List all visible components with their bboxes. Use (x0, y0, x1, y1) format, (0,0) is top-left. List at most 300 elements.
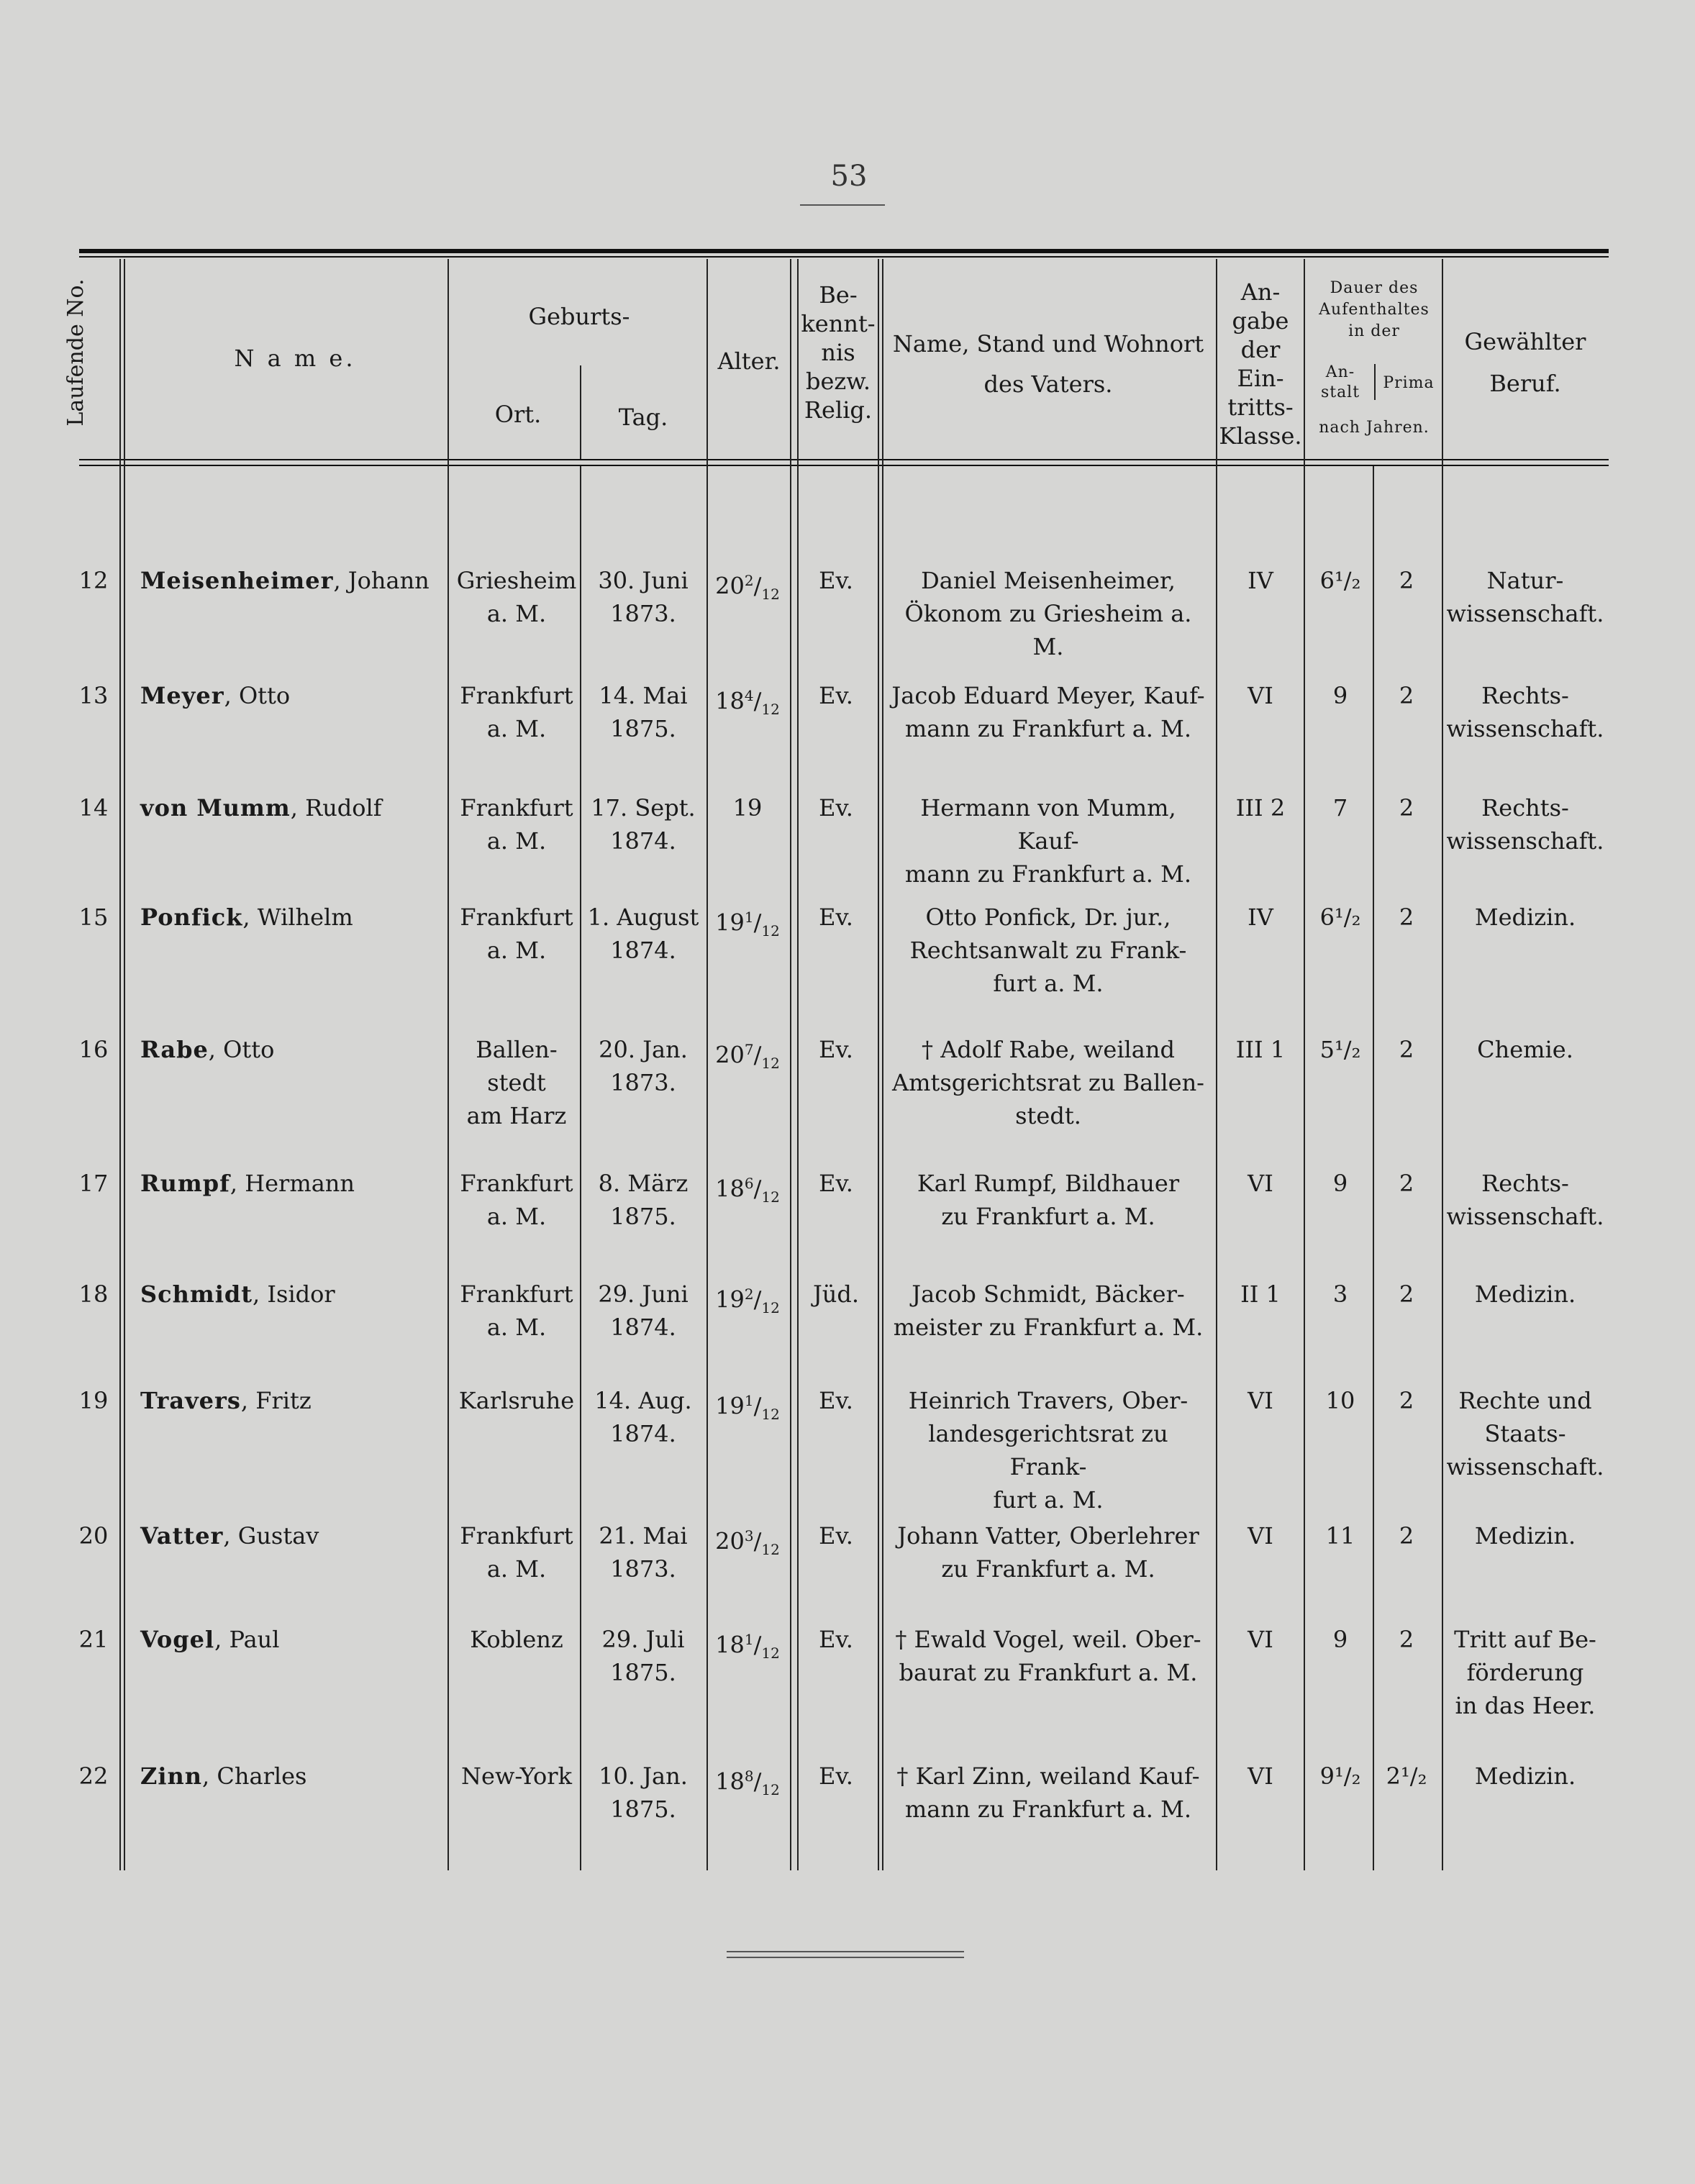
age-years: 18 (715, 1175, 745, 1203)
age-fraction-num: 3 (744, 1527, 754, 1544)
birth-date (584, 564, 702, 630)
age-fraction-slash: / (753, 1286, 762, 1314)
vater-line: Amtsgerichtsrat zu Ballen- (892, 1069, 1204, 1096)
student-surname: von Mumm (140, 794, 291, 822)
religion: Jüd. (812, 1280, 860, 1308)
father-info (886, 1760, 1210, 1826)
header-klasse-line: Ein- (1237, 365, 1284, 392)
vater-line: † Ewald Vogel, weil. Ober- (895, 1626, 1201, 1653)
header-klasse-line: der (1240, 336, 1281, 363)
header-bekenntnis (800, 281, 876, 424)
vater-line: Ökonom zu Griesheim a. M. (904, 600, 1192, 660)
student-firstname: , Fritz (240, 1387, 312, 1414)
vater-line: furt a. M. (993, 970, 1104, 997)
student-surname: Rabe (140, 1036, 209, 1063)
student-name (140, 1760, 442, 1793)
age-fraction-den: 12 (761, 586, 780, 604)
vater-line: landesgerichtsrat zu Frank- (928, 1420, 1168, 1480)
ort-line: a. M. (486, 1203, 547, 1230)
years-in-prima: 2 (1399, 1626, 1414, 1653)
father-info (886, 1033, 1210, 1132)
father-info (886, 791, 1210, 891)
student-name (140, 1384, 442, 1417)
header-rule-1 (79, 459, 1609, 460)
years-in-prima: 2 (1399, 1280, 1414, 1308)
age-fraction-num: 4 (744, 687, 754, 704)
years-at-school: 9¹/₂ (1319, 1762, 1361, 1790)
header-vater-line: Name, Stand und Wohnort (892, 330, 1204, 358)
beruf-line: förderung (1466, 1659, 1584, 1686)
birth-date (584, 679, 702, 745)
ort-line: am Harz (466, 1102, 567, 1129)
ort-line: Frankfurt (460, 904, 573, 931)
student-firstname: , Rudolf (290, 794, 382, 822)
birth-place (452, 1033, 581, 1132)
tag-line: 10. Jan. (599, 1762, 688, 1790)
chosen-profession (1446, 1760, 1604, 1793)
years-in-prima: 2 (1399, 1387, 1414, 1414)
page-number: 53 (830, 160, 868, 193)
beruf-line: Rechts- (1481, 1170, 1569, 1197)
vater-line: Jacob Schmidt, Bäcker- (912, 1280, 1185, 1308)
birth-place (452, 1760, 581, 1793)
entry-class: IV (1248, 904, 1273, 931)
chosen-profession (1446, 1623, 1604, 1722)
age-fraction-slash: / (753, 1527, 762, 1555)
col-line-alter (790, 259, 791, 1870)
vater-line: zu Frankfurt a. M. (941, 1555, 1155, 1583)
vater-line: zu Frankfurt a. M. (941, 1203, 1155, 1230)
student-surname: Meisenheimer (140, 567, 334, 594)
age (708, 679, 787, 726)
bottom-rule-2 (727, 1957, 964, 1958)
tag-line: 1875. (610, 715, 676, 742)
ort-line: New-York (461, 1762, 572, 1790)
age (708, 1760, 787, 1806)
page-number-rule (800, 204, 885, 206)
birth-date (584, 791, 702, 857)
beruf-line: Tritt auf Be- (1454, 1626, 1596, 1653)
row-number: 22 (78, 1762, 109, 1790)
vater-line: stedt. (1015, 1102, 1081, 1129)
years-at-school: 9 (1332, 1626, 1348, 1653)
col-line-no-2 (124, 259, 125, 1870)
birth-place (452, 564, 581, 630)
birth-date (584, 901, 702, 967)
ort-line: Frankfurt (460, 1280, 573, 1308)
age-fraction-slash: / (753, 1392, 762, 1420)
col-line-no (119, 259, 121, 1870)
header-dauer (1308, 278, 1440, 342)
age-fraction-slash: / (753, 1631, 762, 1659)
age-fraction-num: 6 (744, 1175, 754, 1192)
header-laufende-no: Laufende No. (63, 278, 88, 427)
header-anstalt (1309, 363, 1371, 403)
chosen-profession (1446, 1384, 1604, 1483)
row-number: 20 (78, 1522, 109, 1550)
entry-class: II 1 (1240, 1280, 1281, 1308)
header-ort: Ort. (494, 401, 542, 428)
ort-line: a. M. (486, 600, 547, 627)
header-beruf-line: Beruf. (1489, 370, 1561, 397)
vater-line: Otto Ponfick, Dr. jur., (925, 904, 1171, 931)
vater-line: baurat zu Frankfurt a. M. (899, 1659, 1198, 1686)
vater-line: † Karl Zinn, weiland Kauf- (896, 1762, 1200, 1790)
student-name (140, 564, 442, 597)
birth-date (584, 1033, 702, 1099)
birth-date (584, 1384, 702, 1450)
header-dauer-line: in der (1348, 322, 1400, 340)
vater-line: mann zu Frankfurt a. M. (904, 1796, 1192, 1823)
student-firstname: , Hermann (230, 1170, 355, 1197)
age-fraction-den: 12 (761, 1055, 780, 1073)
header-klasse-line: Klasse. (1219, 422, 1302, 450)
chosen-profession (1446, 564, 1604, 630)
entry-class: VI (1248, 1762, 1273, 1790)
student-firstname: , Otto (208, 1036, 275, 1063)
birth-date (584, 1167, 702, 1233)
header-nach-jahren: nach Jahren. (1319, 419, 1430, 437)
chosen-profession (1446, 1519, 1604, 1552)
father-info (886, 679, 1210, 745)
age-fraction-slash: / (753, 687, 762, 715)
years-in-prima: 2¹/₂ (1386, 1762, 1427, 1790)
beruf-line: in das Heer. (1455, 1692, 1596, 1719)
religion: Ev. (819, 794, 853, 822)
tag-line: 1874. (610, 1314, 676, 1341)
age-fraction-den: 12 (761, 1541, 780, 1559)
student-surname: Ponfick (140, 904, 243, 931)
age-fraction-den: 12 (761, 1644, 780, 1662)
religion: Ev. (819, 1762, 853, 1790)
chosen-profession (1446, 679, 1604, 745)
age-fraction-slash: / (753, 1767, 762, 1796)
years-at-school: 5¹/₂ (1319, 1036, 1361, 1063)
tag-line: 29. Juni (598, 1280, 689, 1308)
chosen-profession (1446, 901, 1604, 934)
header-bekenntnis-line: bezw. (805, 368, 871, 395)
ort-line: a. M. (486, 1314, 547, 1341)
vater-line: mann zu Frankfurt a. M. (904, 860, 1192, 888)
religion: Ev. (819, 1036, 853, 1063)
age (708, 1384, 787, 1431)
religion: Ev. (819, 1626, 853, 1653)
ort-line: Koblenz (470, 1626, 563, 1653)
age-fraction-num: 2 (744, 1286, 754, 1303)
chosen-profession (1446, 791, 1604, 857)
beruf-line: Chemie. (1477, 1036, 1573, 1063)
age-years: 18 (715, 687, 745, 715)
entry-class: III 2 (1235, 794, 1286, 822)
years-in-prima: 2 (1399, 1036, 1414, 1063)
bottom-rule-1 (727, 1951, 964, 1952)
beruf-line: Medizin. (1474, 1762, 1576, 1790)
age-fraction-den: 12 (761, 1406, 780, 1424)
vater-line: Rechtsanwalt zu Frank- (909, 937, 1187, 964)
age-fraction-num: 8 (744, 1767, 754, 1785)
years-in-prima: 2 (1399, 682, 1414, 709)
col-line-rel (878, 259, 879, 1870)
header-anstalt-line: An- (1325, 363, 1355, 381)
birth-place (452, 1167, 581, 1233)
age-years: 19 (732, 794, 763, 822)
student-surname: Meyer (140, 682, 224, 709)
chosen-profession (1446, 1167, 1604, 1233)
years-at-school: 6¹/₂ (1319, 567, 1361, 594)
vater-line: furt a. M. (993, 1486, 1104, 1514)
age (708, 1519, 787, 1566)
beruf-line: Medizin. (1474, 904, 1576, 931)
religion: Ev. (819, 682, 853, 709)
age (708, 901, 787, 947)
student-firstname: , Paul (214, 1626, 280, 1653)
col-line-klasse (1304, 259, 1305, 1870)
birth-place (452, 791, 581, 857)
entry-class: VI (1248, 1387, 1273, 1414)
ort-line: a. M. (486, 937, 547, 964)
header-rule-2 (79, 465, 1609, 466)
student-surname: Vatter (140, 1522, 224, 1550)
age-years: 19 (715, 909, 745, 937)
chosen-profession (1446, 1278, 1604, 1311)
tag-line: 1. August (587, 904, 699, 931)
birth-place (452, 1384, 581, 1417)
geburts-sub-divider (580, 365, 581, 459)
student-name (140, 1519, 442, 1552)
student-name (140, 1033, 442, 1066)
age-years: 20 (715, 572, 745, 600)
religion: Ev. (819, 904, 853, 931)
age-fraction-num: 1 (744, 1392, 754, 1409)
row-number: 19 (78, 1387, 109, 1414)
beruf-line: wissenschaft. (1446, 1453, 1604, 1480)
age-fraction-den: 12 (761, 922, 780, 940)
birth-date (584, 1278, 702, 1344)
tag-line: 29. Juli (601, 1626, 685, 1653)
birth-place (452, 1519, 581, 1585)
student-name (140, 1278, 442, 1311)
beruf-line: Medizin. (1474, 1522, 1576, 1550)
father-info (886, 901, 1210, 1000)
years-at-school: 7 (1332, 794, 1348, 822)
age-fraction-num: 2 (744, 572, 754, 589)
years-in-prima: 2 (1399, 904, 1414, 931)
vater-line: Heinrich Travers, Ober- (908, 1387, 1189, 1414)
birth-place (452, 901, 581, 967)
row-number: 18 (78, 1280, 109, 1308)
tag-line: 17. Sept. (591, 794, 696, 822)
student-surname: Zinn (140, 1762, 203, 1790)
beruf-line: wissenschaft. (1446, 1203, 1604, 1230)
birth-date (584, 1760, 702, 1826)
beruf-line: Natur- (1486, 567, 1564, 594)
years-in-prima: 2 (1399, 1170, 1414, 1197)
vater-line: mann zu Frankfurt a. M. (904, 715, 1192, 742)
header-dauer-line: Dauer des (1330, 279, 1419, 297)
years-at-school: 9 (1332, 1170, 1348, 1197)
col-line-prima (1442, 259, 1443, 1870)
age-fraction-den: 12 (761, 701, 780, 719)
header-vater-line: des Vaters. (983, 370, 1113, 398)
row-number: 14 (78, 794, 109, 822)
beruf-line: wissenschaft. (1446, 827, 1604, 855)
header-klasse-line: tritts- (1227, 393, 1294, 421)
years-in-prima: 2 (1399, 794, 1414, 822)
ort-line: Karlsruhe (458, 1387, 575, 1414)
age (708, 1033, 787, 1080)
row-number: 16 (78, 1036, 109, 1063)
ort-line: a. M. (486, 715, 547, 742)
birth-place (452, 1278, 581, 1344)
student-firstname: , Isidor (253, 1280, 335, 1308)
student-firstname: , Charles (202, 1762, 307, 1790)
years-in-prima: 2 (1399, 567, 1414, 594)
ort-line: Frankfurt (460, 682, 573, 709)
header-anstalt-line: stalt (1320, 383, 1360, 401)
student-firstname: , Otto (224, 682, 291, 709)
header-prima: Prima (1383, 374, 1435, 392)
header-alter: Alter. (717, 347, 781, 375)
entry-class: III 1 (1235, 1036, 1286, 1063)
age-fraction-num: 1 (744, 909, 754, 926)
tag-line: 14. Mai (599, 682, 688, 709)
birth-place (452, 679, 581, 745)
age-years: 20 (715, 1041, 745, 1069)
header-tag: Tag. (618, 404, 668, 431)
student-firstname: , Gustav (223, 1522, 319, 1550)
student-name (140, 901, 442, 934)
years-at-school: 10 (1325, 1387, 1355, 1414)
header-geburts: Geburts- (528, 303, 630, 330)
entry-class: VI (1248, 1522, 1273, 1550)
tag-line: 1874. (610, 827, 676, 855)
beruf-line: Rechte und (1458, 1387, 1592, 1414)
ort-line: stedt (487, 1069, 546, 1096)
student-name (140, 1167, 442, 1200)
header-bekenntnis-line: Relig. (804, 396, 873, 424)
tag-line: 1873. (610, 1069, 676, 1096)
age (708, 1167, 787, 1214)
row-number: 17 (78, 1170, 109, 1197)
age-fraction-den: 12 (761, 1781, 780, 1799)
tag-line: 30. Juni (598, 567, 689, 594)
age-fraction-slash: / (753, 1041, 762, 1069)
col-line-vater (1216, 259, 1217, 1870)
tag-line: 8. März (598, 1170, 689, 1197)
tag-line: 1874. (610, 1420, 676, 1447)
father-info (886, 1167, 1210, 1233)
student-firstname: , Johann (333, 567, 430, 594)
birth-date (584, 1519, 702, 1585)
religion: Ev. (819, 567, 853, 594)
father-info (886, 1623, 1210, 1689)
years-at-school: 9 (1332, 682, 1348, 709)
header-bekenntnis-line: nis (821, 339, 855, 366)
beruf-line: wissenschaft. (1446, 600, 1604, 627)
header-name: N a m e. (234, 345, 356, 372)
age (708, 1278, 787, 1324)
ort-line: Frankfurt (460, 1522, 573, 1550)
age-years: 20 (715, 1527, 745, 1555)
student-surname: Schmidt (140, 1280, 253, 1308)
years-at-school: 3 (1332, 1280, 1348, 1308)
top-thin-rule (79, 256, 1609, 258)
col-line-name (447, 259, 449, 1870)
vater-line: meister zu Frankfurt a. M. (893, 1314, 1204, 1341)
row-number: 21 (78, 1626, 109, 1653)
age (708, 791, 787, 824)
father-info (886, 1384, 1210, 1516)
col-line-alter-2 (797, 259, 799, 1870)
ort-line: Frankfurt (460, 794, 573, 822)
header-klasse (1219, 278, 1302, 450)
age-years: 19 (715, 1286, 745, 1314)
entry-class: VI (1248, 682, 1273, 709)
age-fraction-num: 7 (744, 1041, 754, 1058)
vater-line: † Adolf Rabe, weiland (922, 1036, 1175, 1063)
father-info (886, 1278, 1210, 1344)
age-fraction-slash: / (753, 909, 762, 937)
student-firstname: , Wilhelm (242, 904, 353, 931)
religion: Ev. (819, 1522, 853, 1550)
student-name (140, 791, 442, 824)
vater-line: Daniel Meisenheimer, (921, 567, 1176, 594)
age-fraction-slash: / (753, 572, 762, 600)
tag-line: 1873. (610, 600, 676, 627)
ort-line: Frankfurt (460, 1170, 573, 1197)
header-dauer-line: Aufenthaltes (1319, 301, 1430, 319)
student-surname: Rumpf (140, 1170, 230, 1197)
father-info (886, 1519, 1210, 1585)
ort-line: a. M. (486, 1555, 547, 1583)
beruf-line: Rechts- (1481, 794, 1569, 822)
header-bekenntnis-line: kennt- (801, 310, 876, 337)
header-beruf (1446, 321, 1604, 404)
entry-class: VI (1248, 1626, 1273, 1653)
tag-line: 20. Jan. (599, 1036, 688, 1063)
ort-line: Ballen- (476, 1036, 558, 1063)
vater-line: Johann Vatter, Oberlehrer (897, 1522, 1199, 1550)
header-bekenntnis-line: Be- (819, 281, 858, 309)
tag-line: 21. Mai (599, 1522, 688, 1550)
birth-date (584, 1623, 702, 1689)
header-klasse-line: gabe (1232, 307, 1289, 335)
age-years: 19 (715, 1392, 745, 1420)
student-name (140, 1623, 442, 1656)
entry-class: VI (1248, 1170, 1273, 1197)
tag-line: 14. Aug. (594, 1387, 692, 1414)
header-klasse-line: An- (1240, 278, 1281, 306)
student-surname: Travers (140, 1387, 241, 1414)
chosen-profession (1446, 1033, 1604, 1066)
age (708, 564, 787, 611)
tag-line: 1873. (610, 1555, 676, 1583)
years-in-prima: 2 (1399, 1522, 1414, 1550)
vater-line: Hermann von Mumm, Kauf- (920, 794, 1176, 855)
beruf-line: Rechts- (1481, 682, 1569, 709)
ort-line: Griesheim (456, 567, 577, 594)
years-at-school: 11 (1325, 1522, 1355, 1550)
beruf-line: wissenschaft. (1446, 715, 1604, 742)
tag-line: 1875. (610, 1796, 676, 1823)
vater-line: Jacob Eduard Meyer, Kauf- (891, 682, 1205, 709)
top-thick-rule (79, 249, 1609, 253)
tag-line: 1875. (610, 1203, 676, 1230)
row-number: 12 (78, 567, 109, 594)
tag-line: 1874. (610, 937, 676, 964)
student-surname: Vogel (140, 1626, 215, 1653)
ort-line: a. M. (486, 827, 547, 855)
